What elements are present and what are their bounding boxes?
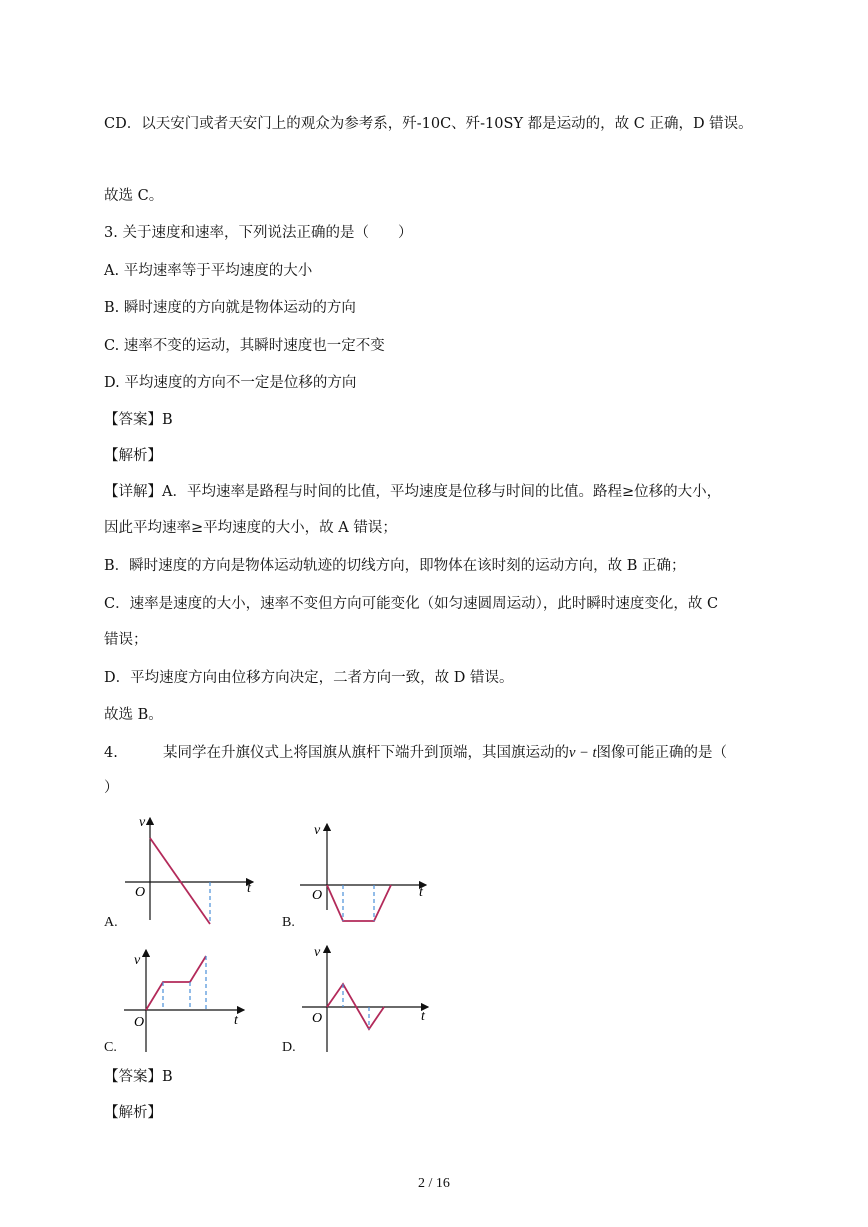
graph-a-line	[150, 838, 210, 924]
question-3-final: 故选 B。	[104, 707, 163, 723]
graph-b-v-label: v	[314, 823, 321, 838]
question-3-detail-line-5: 错误；	[104, 632, 148, 648]
graph-d-origin-label: O	[312, 1011, 323, 1026]
text-line-choose-c: 故选 C。	[104, 188, 164, 204]
text-line-cd-conclusion: CD．以天安门或者天安门上的观众为参考系，歼-10C、歼-10SY 都是运动的，故 C 正确，D 错误。	[104, 116, 753, 132]
graph-b-label: B.	[282, 915, 295, 930]
question-3-detail-line-2: 因此平均速率≥平均速度的大小，故 A 错误；	[104, 520, 397, 536]
graph-a	[115, 812, 265, 927]
page-number: 2 / 16	[418, 1176, 450, 1191]
question-3-option-a: A. 平均速率等于平均速度的大小	[104, 263, 313, 279]
graph-d-t-label: t	[421, 1009, 425, 1024]
question-4-stem	[163, 743, 727, 763]
graph-c	[120, 944, 260, 1054]
graph-c-origin-label: O	[134, 1015, 145, 1030]
question-3-detail-line-4: C．速率是速度的大小，速率不变但方向可能变化（如匀速圆周运动），此时瞬时速度变化，故 C	[104, 596, 719, 612]
question-4-stem-close: ）	[104, 780, 119, 796]
question-3-option-c: C. 速率不变的运动，其瞬时速度也一定不变	[104, 338, 385, 354]
graph-b	[298, 818, 438, 913]
graph-a-origin-label: O	[135, 885, 146, 900]
graph-d	[298, 940, 438, 1055]
graph-b-origin-label: O	[312, 888, 323, 903]
graph-a-v-label: v	[139, 815, 146, 830]
graph-b-line	[327, 885, 391, 921]
question-4-stem-part-1: 某同学在升旗仪式上将国旗从旗杆下端升到顶端，其国旗运动的	[163, 745, 569, 761]
question-3-option-b: B. 瞬时速度的方向就是物体运动的方向	[104, 300, 356, 316]
graph-d-v-label: v	[314, 945, 321, 960]
question-3-analysis-heading: 【解析】	[104, 448, 162, 464]
graph-d-label: D.	[282, 1040, 296, 1055]
question-3-option-d: D. 平均速度的方向不一定是位移的方向	[104, 375, 357, 391]
question-3-stem: 3. 关于速度和速率，下列说法正确的是（ ）	[104, 225, 413, 241]
graph-c-t-label: t	[234, 1013, 238, 1028]
question-3-detail-line-1: 【详解】A．平均速率是路程与时间的比值，平均速度是位移与时间的比值。路程≥位移的大小，	[104, 484, 722, 500]
question-4-answer: 【答案】B	[104, 1069, 173, 1085]
question-4-number: 4.	[104, 745, 118, 761]
graph-b-t-label: t	[419, 885, 423, 900]
question-3-answer: 【答案】B	[104, 412, 173, 428]
graph-a-t-label: t	[247, 881, 251, 896]
graph-c-v-label: v	[134, 953, 141, 968]
graph-c-label: C.	[104, 1040, 117, 1055]
question-3-detail-line-3: B．瞬时速度的方向是物体运动轨迹的切线方向，即物体在该时刻的运动方向，故 B 正确；	[104, 558, 686, 574]
question-3-detail-line-6: D．平均速度方向由位移方向决定，二者方向一致，故 D 错误。	[104, 670, 514, 686]
graph-c-line	[146, 956, 206, 1010]
vt-symbol: v − t	[569, 745, 597, 761]
graph-a-label: A.	[104, 915, 118, 930]
question-4-analysis-heading: 【解析】	[104, 1105, 162, 1121]
question-4-stem-part-2: 图像可能正确的是（	[596, 745, 727, 761]
